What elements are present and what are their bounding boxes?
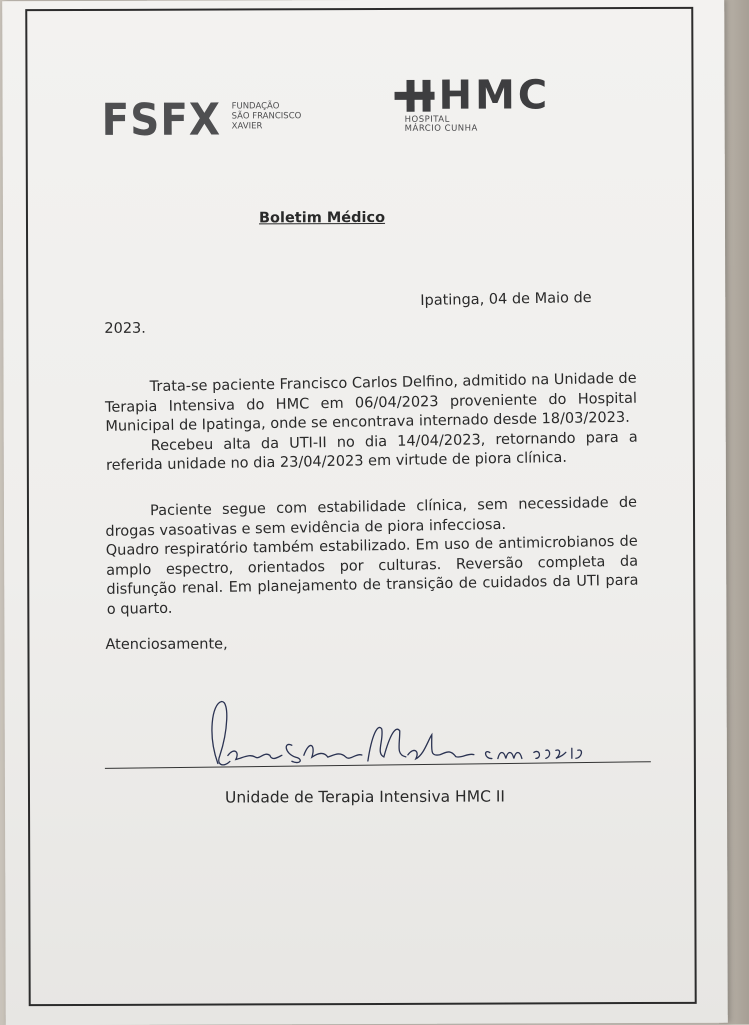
fsfx-logo: [101, 94, 302, 146]
unit-caption: Unidade de Terapia Intensiva HMC II: [224, 787, 505, 807]
date-line-2: 2023.: [104, 320, 146, 337]
paragraph-admission: [105, 370, 639, 477]
fsfx-logo-mark: FSFX: [101, 94, 222, 146]
paragraph-status: [105, 494, 639, 620]
document-title: Boletim Médico: [258, 209, 386, 227]
paragraph-1: Trata-se paciente Francisco Carlos Delfino, admitido na Unidade de Terapia Intensiva do HMC em 06/04/2023 proveniente do Hospital Municipal de Ipatinga, onde se encontrava internado desde 18/03/2023.: [104, 370, 638, 435]
document-page: [2, 0, 728, 1025]
fsfx-line-2: SÃO FRANCISCO: [231, 111, 302, 122]
closing-text: Atenciosamente,: [105, 636, 228, 653]
date-line-1: Ipatinga, 04 de Maio de: [420, 290, 592, 310]
hmc-line-2: MÁRCIO CUNHA: [404, 123, 478, 134]
hmc-logo-mark: HMC: [438, 72, 551, 119]
hmc-logo-subtitle: [405, 116, 478, 134]
fsfx-line-3: XAVIER: [231, 121, 263, 132]
fsfx-line-1: FUNDAÇÃO: [231, 101, 280, 112]
hmc-line-1: HOSPITAL: [404, 114, 450, 125]
paragraph-4: Quadro respiratório também estabilizado. Em uso de antimicrobianos de amplo espectro, orientados por culturas. Reversão completa da disfunção renal. Em planejamento de transição de cuidados da UTI para o quarto.: [105, 533, 639, 618]
paragraph-2: Recebeu alta da UTI-II no dia 14/04/2023, retornando para a referida unidade no dia 23/04/2023 em virtude de piora clínica.: [105, 429, 638, 474]
paragraph-3: Paciente segue com estabilidade clínica, sem necessidade de drogas vasoativas e sem evidência de piora infecciosa.: [105, 494, 638, 540]
hmc-cross-icon: [392, 80, 438, 112]
fsfx-logo-text: [232, 101, 332, 131]
